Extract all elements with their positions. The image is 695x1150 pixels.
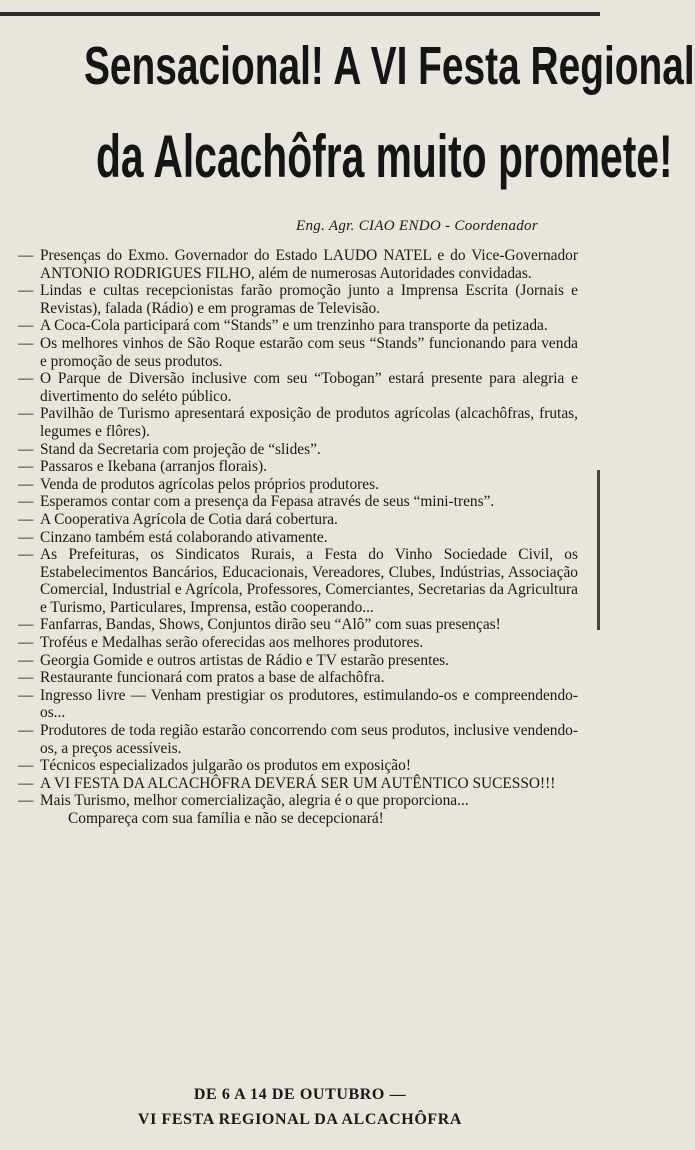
dash-glyph: —	[18, 282, 34, 300]
list-item-text: Passaros e Ikebana (arranjos florais).	[40, 458, 267, 476]
list-item	[18, 476, 578, 494]
list-item	[18, 616, 578, 634]
list-item-text: Ingresso livre — Venham prestigiar os produtores, estimulando-os e compreendendo-os...	[40, 686, 578, 722]
list-item	[18, 687, 578, 722]
dash-glyph: —	[18, 510, 34, 528]
list-item-text: Esperamos contar com a presença da Fepasa através de seus “mini-trens”.	[40, 493, 495, 511]
dash-glyph: —	[18, 458, 34, 476]
list-item	[18, 458, 578, 476]
list-item-text: Os melhores vinhos de São Roque estarão com seus “Stands” funcionando para venda e promoção de seus produtos.	[40, 334, 578, 370]
list-item	[18, 247, 578, 282]
headline-line-2: da Alcachôfra muito promete!	[96, 123, 673, 190]
list-item	[18, 546, 578, 616]
list-item	[18, 757, 578, 775]
dash-glyph: —	[18, 634, 34, 652]
dash-glyph: —	[18, 247, 34, 264]
list-item-text: O Parque de Diversão inclusive com seu “Tobogan” estará presente para alegria e divertimento do seléto público.	[40, 370, 578, 405]
list-item-text: Presenças do Exmo. Governador do Estado LAUDO NATEL e do Vice-Governador ANTONIO RODRIGUES FILHO, além de numerosas Autoridades convidadas.	[40, 247, 578, 282]
list-item	[18, 669, 578, 687]
footer-event-name: VI FESTA REGIONAL DA ALCACHÔFRA	[137, 1111, 463, 1128]
list-item	[18, 775, 578, 793]
list-item	[18, 405, 578, 440]
list-item	[18, 652, 578, 670]
dash-glyph: —	[18, 493, 34, 511]
list-item	[18, 634, 578, 652]
list-item	[18, 317, 578, 335]
list-item-text: A Coca-Cola participará com “Stands” e um trenzinho para transporte da petizada.	[40, 317, 548, 335]
list-item-text: Georgia Gomide e outros artistas de Rádio e TV estarão presentes.	[40, 651, 450, 669]
list-item-text: Pavilhão de Turismo apresentará exposição de produtos agrícolas (alcachôfras, frutas, legumes e flôres).	[40, 405, 578, 440]
dash-glyph: —	[18, 792, 34, 810]
dash-glyph: —	[18, 546, 34, 564]
dash-glyph: —	[18, 317, 34, 335]
article-list	[18, 247, 578, 828]
list-item-text: Stand da Secretaria com projeção de “slides”.	[40, 440, 321, 458]
list-item	[18, 792, 578, 810]
list-item-text: As Prefeituras, os Sindicatos Rurais, a Festa do Vinho Sociedade Civil, os Estabelecimentos Bancários, Educacionais, Vereadores, Clubes, Indústrias, Associação Comercial, Industrial e Agrícola, Professores, Comerciantes, Secretarias da Agricultura e Turismo, Particulares, Imprensa, estão cooperando...	[40, 546, 578, 616]
list-item-text: Restaurante funcionará com pratos a base de alfachôfra.	[40, 669, 385, 687]
list-item	[18, 529, 578, 547]
dash-glyph: —	[18, 686, 34, 704]
dash-glyph: —	[18, 651, 34, 669]
dash-glyph: —	[18, 440, 34, 458]
list-item-text: Venda de produtos agrícolas pelos próprios produtores.	[40, 475, 379, 493]
dash-glyph: —	[18, 757, 34, 775]
list-item	[18, 493, 578, 511]
dash-glyph: —	[18, 774, 34, 792]
list-item-text: Lindas e cultas recepcionistas farão promoção junto a Imprensa Escrita (Jornais e Revistas), falada (Rádio) e em programas de Televisão.	[40, 282, 578, 317]
list-item	[18, 511, 578, 529]
footer-dates: DE 6 A 14 DE OUTUBRO —	[193, 1086, 407, 1103]
list-item	[18, 282, 578, 317]
dash-glyph: —	[18, 616, 34, 634]
top-rule	[0, 12, 600, 16]
list-item-text: Produtores de toda região estarão concorrendo com seus produtos, inclusive vendendo-os, a preços acessíveis.	[40, 722, 578, 757]
adjacent-column-edge	[597, 470, 600, 630]
list-item	[18, 335, 578, 370]
dash-glyph: —	[18, 370, 34, 388]
byline: Eng. Agr. CIAO ENDO - Coordenador	[296, 218, 538, 234]
closing-line: Compareça com sua família e não se decepcionará!	[68, 810, 384, 827]
dash-glyph: —	[18, 722, 34, 740]
list-item	[18, 722, 578, 757]
dash-glyph: —	[18, 475, 34, 493]
list-item	[18, 370, 578, 405]
dash-glyph: —	[18, 669, 34, 687]
list-item-text: Mais Turismo, melhor comercialização, alegria é o que proporciona...	[40, 792, 469, 810]
list-item-text: A Cooperativa Agrícola de Cotia dará cobertura.	[40, 510, 338, 528]
dash-glyph: —	[18, 528, 34, 546]
list-item-text: Troféus e Medalhas serão oferecidas aos melhores produtores.	[40, 634, 424, 652]
list-item-text: A VI FESTA DA ALCACHÔFRA DEVERÁ SER UM AUTÊNTICO SUCESSO!!!	[40, 774, 556, 792]
list-item-text: Cinzano também está colaborando ativamente.	[40, 528, 328, 546]
dash-glyph: —	[18, 334, 34, 352]
list-item	[18, 441, 578, 459]
headline-line-1: Sensacional! A VI Festa Regional	[83, 36, 695, 96]
dash-glyph: —	[18, 405, 34, 423]
list-item-text: Técnicos especializados julgarão os produtos em exposição!	[40, 757, 411, 775]
list-item-text: Fanfarras, Bandas, Shows, Conjuntos dirão seu “Alô” com suas presenças!	[40, 616, 501, 634]
